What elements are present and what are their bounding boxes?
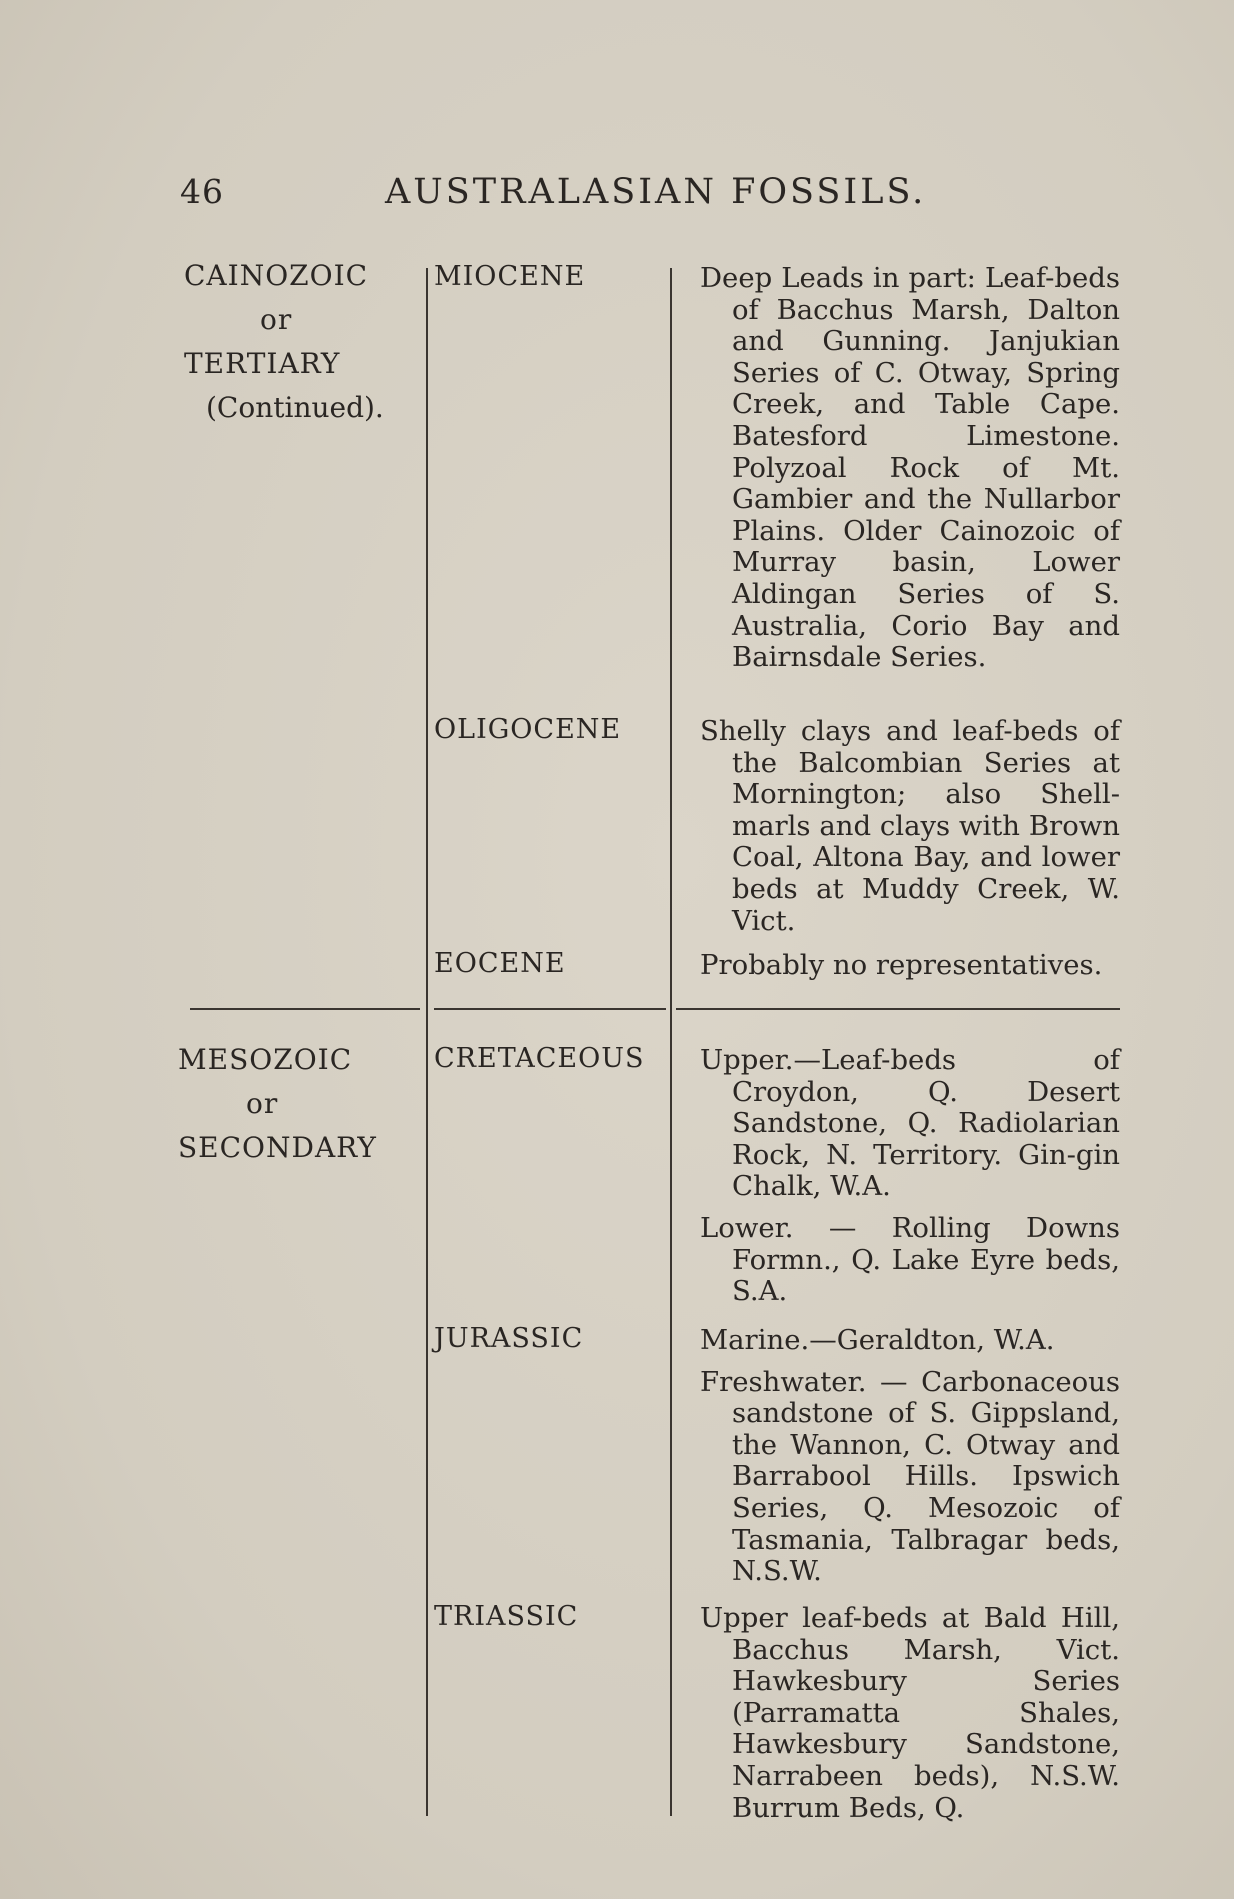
era-mesozoic-name: MESOZOIC xyxy=(178,1043,353,1076)
period-cretaceous: CRETACEOUS xyxy=(434,1043,645,1074)
era-cainozoic-name: CAINOZOIC xyxy=(184,259,369,292)
column-rule-left xyxy=(426,268,428,1816)
page-number: 46 xyxy=(180,172,224,211)
era-divider-3 xyxy=(676,1008,1120,1010)
era-mesozoic-or: or xyxy=(246,1087,279,1120)
eocene-text: Probably no representatives. xyxy=(700,949,1103,981)
period-triassic: TRIASSIC xyxy=(434,1601,579,1632)
triassic-description xyxy=(700,1603,1120,1824)
era-secondary-name: SECONDARY xyxy=(178,1131,377,1164)
running-title: AUSTRALASIAN FOSSILS. xyxy=(385,172,927,212)
era-divider-2 xyxy=(434,1008,666,1010)
eocene-description xyxy=(700,950,1120,982)
era-cainozoic-or: or xyxy=(260,303,293,336)
oligocene-text: Shelly clays and leaf-beds of the Balcombian Series at Mornington; also Shell-marls and clays with Brown Coal, Altona Bay, and lower beds at Muddy Creek, W. Vict. xyxy=(700,715,1120,937)
triassic-text: Upper leaf-beds at Bald Hill, Bacchus Marsh, Vict. Hawkesbury Series (Parramatta Shales, Hawkesbury Sandstone, Narrabeen beds), N.S.W. Burrum Beds, Q. xyxy=(700,1602,1120,1824)
era-cainozoic xyxy=(184,254,384,430)
era-tertiary-name: TERTIARY xyxy=(184,347,341,380)
cretaceous-lower-text: Lower. — Rolling Downs Formn., Q. Lake Eyre beds, S.A. xyxy=(700,1211,1120,1308)
cretaceous-description xyxy=(700,1045,1120,1308)
cretaceous-upper-text: Upper.—Leaf-beds of Croydon, Q. Desert Sandstone, Q. Radiolarian Rock, N. Territory. Gin-gin Chalk, W.A. xyxy=(700,1044,1120,1203)
jurassic-marine-text: Marine.—Geraldton, W.A. xyxy=(700,1324,1055,1356)
oligocene-description xyxy=(700,716,1120,937)
jurassic-description xyxy=(700,1325,1120,1588)
era-continued: (Continued). xyxy=(206,391,384,424)
jurassic-freshwater-text: Freshwater. — Carbonaceous sandstone of S. Gippsland, the Wannon, C. Otway and Barrabool Hills. Ipswich Series, Q. Mesozoic of Tasmania, Talbragar beds, N.S.W. xyxy=(700,1365,1120,1588)
period-jurassic: JURASSIC xyxy=(434,1323,584,1354)
period-eocene: EOCENE xyxy=(434,948,566,979)
era-divider-1 xyxy=(190,1008,420,1010)
column-rule-right xyxy=(670,268,672,1816)
miocene-description xyxy=(700,263,1120,674)
miocene-text: Deep Leads in part: Leaf-beds of Bacchus Marsh, Dalton and Gunning. Janjukian Series of C. Otway, Spring Creek, and Table Cape. Batesford Limestone. Polyzoal Rock of Mt. Gambier and the Nullarbor Plains. Older Cainozoic of Murray basin, Lower Aldingan Series of S. Australia, Corio Bay and Bairnsdale Series. xyxy=(700,262,1120,674)
period-oligocene: OLIGOCENE xyxy=(434,714,622,745)
era-mesozoic xyxy=(178,1038,377,1170)
period-miocene: MIOCENE xyxy=(434,261,586,292)
